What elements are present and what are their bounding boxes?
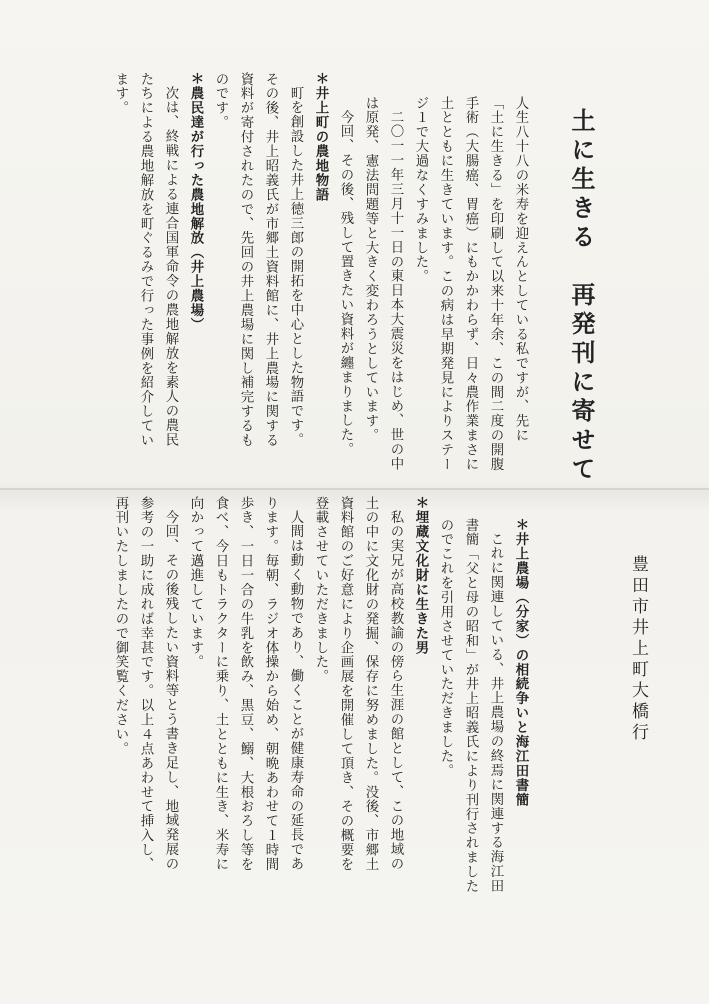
text-line: ります。毎朝、ラジオ体操から始め、朝晩あわせて１時間: [263, 496, 278, 872]
page-title: 土に生きる 再発刊に寄せて: [567, 108, 596, 485]
text-line: 資料が寄付されたので、先回の井上農場に関し補完するも: [238, 72, 253, 448]
text-line: その後、井上昭義氏が市郷土資料館に、井上農場に関する: [263, 72, 278, 448]
text-line: のでこれを引用させていただきました。: [438, 518, 453, 779]
text-line: 人間は動く動物であり、働くことが健康寿命の延長であ: [288, 510, 303, 872]
text-line: 食べ、今日もトラクターに乗り、土とともに生き、米寿に: [213, 496, 228, 872]
text-line: たちによる農地解放を町ぐるみで行った事例を紹介してい: [138, 72, 153, 448]
text-line: 「土に生きる」を印刷して以来十年余、この間二度の開腹: [488, 96, 503, 472]
text-line: 登載させていただきました。: [313, 496, 328, 684]
text-line: 土の中に文化財の発掘、保存に努めました。没後、市郷土: [363, 496, 378, 872]
text-line: 私の実兄が高校教諭の傍ら生涯の館として、この地域の: [388, 510, 403, 872]
paper-fold-line: [0, 488, 709, 490]
text-line: 人生八十八の米寿を迎えんとしている私ですが、先に: [513, 96, 528, 443]
text-line: 町を創設した井上徳三郎の開拓を中心とした物語です。: [288, 86, 303, 448]
text-line: 再刊いたしましたので御笑覧ください。: [113, 496, 128, 757]
text-line: 今回、その後残したい資料等とう書き足し、地域発展の: [163, 510, 178, 872]
text-line: 書簡「父と母の昭和」が井上昭義氏により刊行されました: [463, 518, 478, 894]
section-heading: ＊農民達が行った農地解放（井上農場）: [188, 72, 203, 333]
text-line: 手術（大腸癌、胃癌）にもかかわらず、日々農作業まさに: [463, 96, 478, 472]
text-line: は原発、憲法問題等と大きく変わろうとしています。: [363, 96, 378, 443]
text-line: のです。: [213, 72, 228, 130]
text-line: これに関連している、井上農場の終焉に関連する海江田: [488, 532, 503, 894]
text-line: ます。: [113, 72, 128, 116]
section-heading: ＊井上町の農地物語: [313, 72, 328, 203]
author-surname: 大橋: [628, 681, 648, 723]
text-line: 参考の一助に成れば幸甚です。以上４点あわせて挿入し、: [138, 496, 153, 872]
author-given-name: 行: [628, 723, 648, 744]
text-line: 歩き、一日一合の牛乳を飲み、黒豆、鰯、大根おろし等を: [238, 496, 253, 872]
text-line: 今回、その後、残して置きたい資料が纏まりました。: [338, 110, 353, 457]
text-line: ジ１で大過なくすみました。: [413, 96, 428, 284]
text-line: 二〇一一年三月十一日の東日本大震災をはじめ、世の中: [388, 110, 403, 472]
author-place: 豊田市井上町: [628, 555, 648, 681]
text-line: 向かって邁進しています。: [188, 496, 203, 670]
author-block: [607, 555, 669, 744]
text-line: 土とともに生きています。この病は早期発見によりステー: [438, 96, 453, 472]
text-line: 資料館のご好意により企画展を開催して頂き、その概要を: [338, 496, 353, 872]
section-heading: ＊井上農場（分家）の相続争いと海江田書簡: [513, 518, 528, 807]
section-heading: ＊埋蔵文化財に生きた男: [413, 496, 428, 655]
text-line: 次は、終戦による連合国軍命令の農地解放を素人の農民: [163, 86, 178, 448]
